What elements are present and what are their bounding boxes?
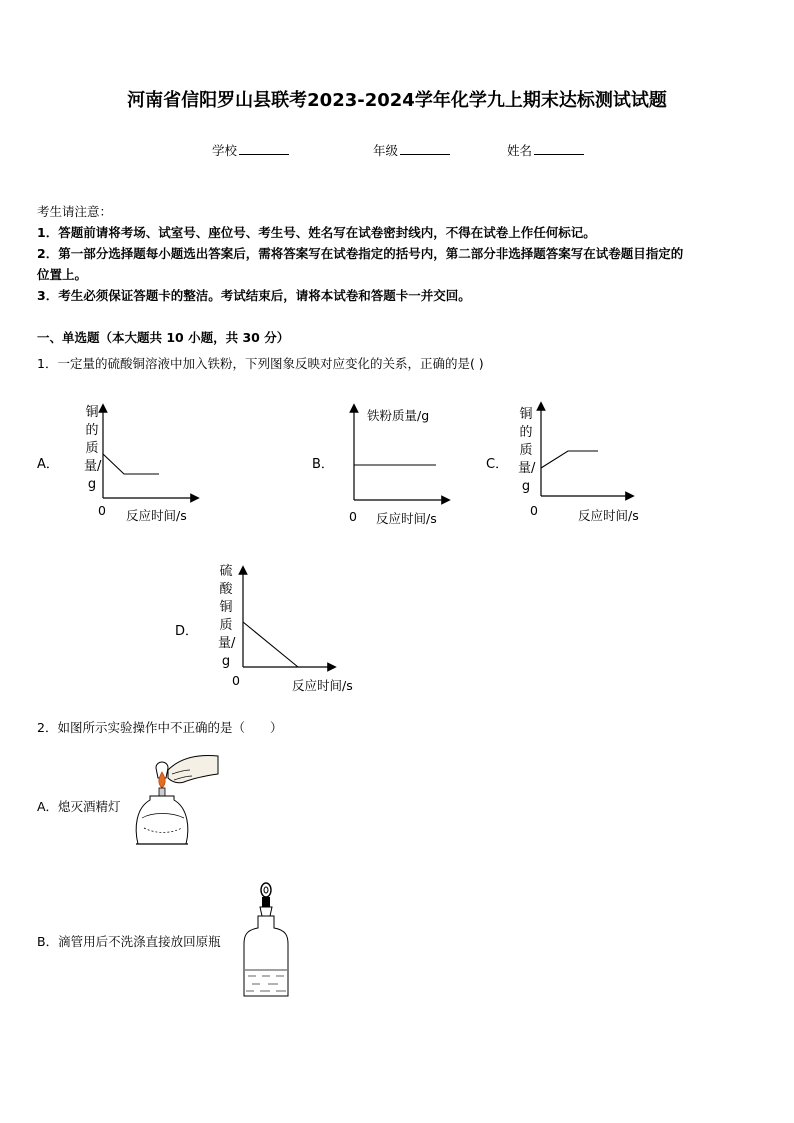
q1-option-d-graph [234,562,344,674]
name-label: 姓名 [507,143,533,158]
grade-field [373,141,450,159]
notice-item-3: 3．考生必须保证答题卡的整洁。考试结束后，请将本试卷和答题卡一并交回。 [37,288,471,303]
q1-option-b-label: B． [312,457,334,472]
q1-b-origin: 0 [349,509,357,524]
q2-option-a: A．熄灭酒精灯 [37,799,121,814]
q1-c-curve [541,451,598,468]
notice-heading: 考生请注意： [37,204,113,219]
school-label: 学校 [212,143,238,158]
school-field [212,141,289,159]
q1-d-xlabel: 反应时间/s [292,678,353,693]
q2-option-b: B．滴管用后不洗涤直接放回原瓶 [37,934,221,949]
question-2-stem: 2．如图所示实验操作中不正确的是（ ） [37,720,283,735]
q1-option-d-label: D． [175,624,199,639]
q1-option-c-label: C． [486,457,509,472]
name-field [507,141,584,159]
q1-b-xlabel: 反应时间/s [376,511,437,526]
dropper-bottle-illustration [240,880,292,1002]
q1-a-xlabel: 反应时间/s [126,508,187,523]
question-1-stem: 1．一定量的硫酸铜溶液中加入铁粉，下列图象反映对应变化的关系，正确的是( ) [37,356,484,371]
q1-d-origin: 0 [232,673,240,688]
q1-option-a-label: A． [37,457,59,472]
q1-option-b-graph [346,400,456,505]
q1-b-ylabel: 铁粉质量/g [367,408,430,423]
notice-item-2-line1: 2．第一部分选择题每小题选出答案后，需将答案写在试卷指定的括号内，第二部分非选择题答案写在试卷题目指定的 [37,246,684,261]
q1-d-curve [243,622,298,667]
name-blank [534,153,584,155]
q1-a-origin: 0 [98,503,106,518]
q1-a-curve [103,454,159,474]
q1-option-c-graph [532,398,642,503]
q1-c-xlabel: 反应时间/s [578,508,639,523]
section-heading: 一、单选题（本大题共 10 小题，共 30 分） [37,330,290,345]
q1-option-a-graph [95,400,205,505]
q1-c-origin: 0 [530,503,538,518]
page-title: 河南省信阳罗山县联考2023-2024学年化学九上期末达标测试试题 [127,90,667,111]
alcohol-lamp-illustration [128,748,220,854]
grade-blank [400,153,450,155]
q1-a-ylabel: 铜的质量/g [84,405,102,492]
q1-d-ylabel: 硫酸铜质量/g [218,564,236,669]
notice-item-1: 1．答题前请将考场、试室号、座位号、考生号、姓名写在试卷密封线内，不得在试卷上作任何标记。 [37,225,596,240]
q1-c-ylabel: 铜的质量/g [518,407,536,494]
notice-item-2-line2: 位置上。 [37,267,88,282]
grade-label: 年级 [373,143,399,158]
school-blank [239,153,289,155]
